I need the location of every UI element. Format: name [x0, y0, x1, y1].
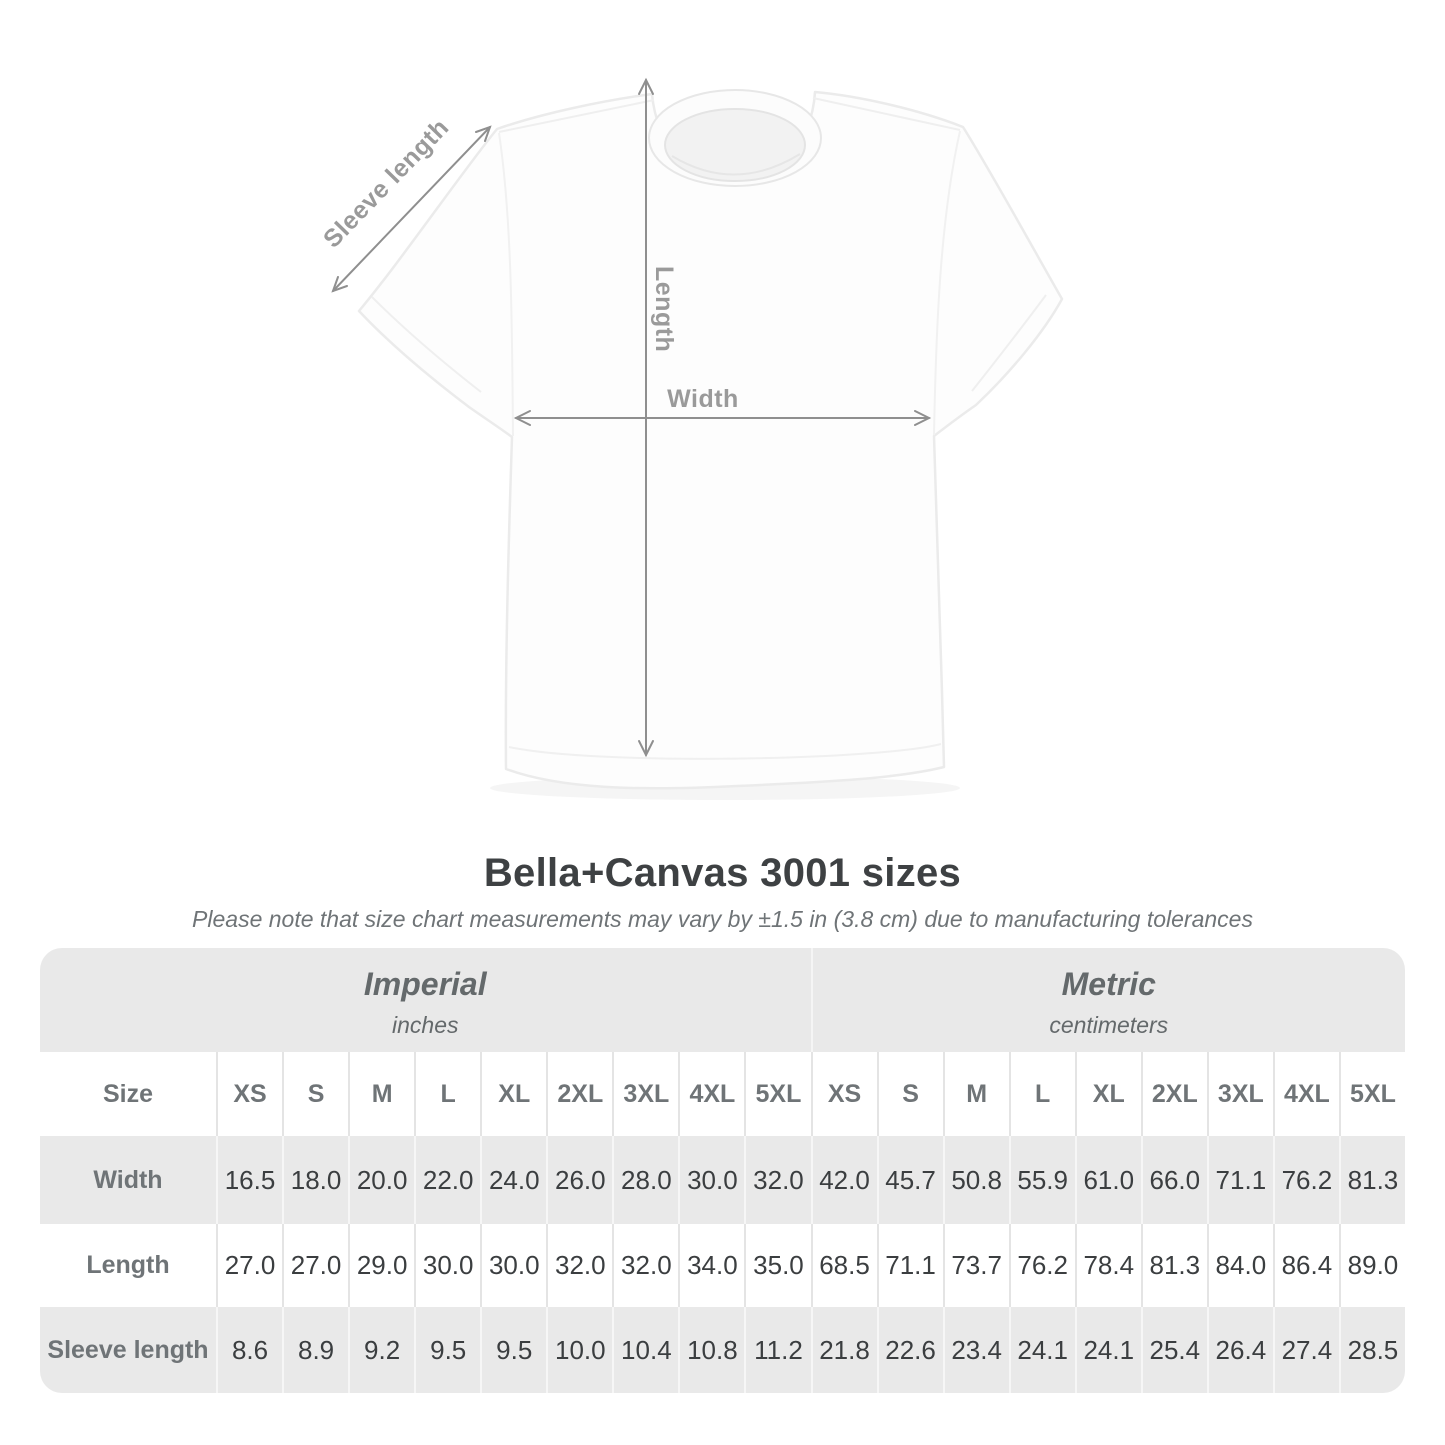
tolerance-note: Please note that size chart measurements may vary by ±1.5 in (3.8 cm) due to manufacturing tolerances — [192, 906, 1253, 932]
table-cell: 27.4 — [1273, 1307, 1339, 1393]
table-cell: 86.4 — [1273, 1224, 1339, 1307]
table-cell: 10.4 — [612, 1307, 678, 1393]
table-cell: 28.5 — [1339, 1307, 1405, 1393]
table-cell: 30.0 — [480, 1224, 546, 1307]
size-col-header: XS — [811, 1052, 877, 1136]
sleeve-length-label: Sleeve length — [317, 113, 455, 254]
size-column-header: Size — [102, 1079, 154, 1108]
row-label: Sleeve length — [40, 1307, 216, 1393]
table-cell: 61.0 — [1075, 1136, 1141, 1224]
size-col-header: 2XL — [546, 1052, 612, 1136]
row-label: Width — [40, 1136, 216, 1224]
table-cell: 55.9 — [1009, 1136, 1075, 1224]
table-cell: 45.7 — [877, 1136, 943, 1224]
size-col-header: 4XL — [1273, 1052, 1339, 1136]
imperial-section-unit: inches — [392, 1011, 459, 1038]
table-cell: 50.8 — [943, 1136, 1009, 1224]
table-cell: 23.4 — [943, 1307, 1009, 1393]
table-cell: 26.0 — [546, 1136, 612, 1224]
table-cell: 22.0 — [414, 1136, 480, 1224]
table-cell: 10.0 — [546, 1307, 612, 1393]
table-cell: 10.8 — [678, 1307, 744, 1393]
size-col-header: L — [1009, 1052, 1075, 1136]
table-cell: 16.5 — [216, 1136, 282, 1224]
imperial-section-title: Imperial — [363, 965, 487, 1002]
table-cell: 32.0 — [546, 1224, 612, 1307]
table-cell: 20.0 — [348, 1136, 414, 1224]
table-cell: 28.0 — [612, 1136, 678, 1224]
table-cell: 71.1 — [1207, 1136, 1273, 1224]
table-cell: 30.0 — [414, 1224, 480, 1307]
page-title: Bella+Canvas 3001 sizes — [483, 851, 962, 895]
table-cell: 81.3 — [1339, 1136, 1405, 1224]
table-cell: 24.0 — [480, 1136, 546, 1224]
metric-section-title: Metric — [1061, 965, 1156, 1002]
table-cell: 27.0 — [216, 1224, 282, 1307]
table-cell: 76.2 — [1009, 1224, 1075, 1307]
size-col-header: 2XL — [1141, 1052, 1207, 1136]
table-cell: 78.4 — [1075, 1224, 1141, 1307]
table-cell: 18.0 — [282, 1136, 348, 1224]
size-col-header: L — [414, 1052, 480, 1136]
table-cell: 35.0 — [744, 1224, 810, 1307]
size-table — [40, 948, 1405, 1393]
table-cell: 9.5 — [414, 1307, 480, 1393]
table-cell: 32.0 — [744, 1136, 810, 1224]
size-col-header: M — [348, 1052, 414, 1136]
size-table-grid — [40, 948, 1405, 1393]
table-cell: 25.4 — [1141, 1307, 1207, 1393]
table-cell: 89.0 — [1339, 1224, 1405, 1307]
table-cell: 24.1 — [1075, 1307, 1141, 1393]
table-cell: 66.0 — [1141, 1136, 1207, 1224]
table-cell: 81.3 — [1141, 1224, 1207, 1307]
size-col-header: M — [943, 1052, 1009, 1136]
size-col-header: S — [877, 1052, 943, 1136]
table-cell: 73.7 — [943, 1224, 1009, 1307]
size-col-header: XL — [1075, 1052, 1141, 1136]
table-cell: 68.5 — [811, 1224, 877, 1307]
size-col-header: 4XL — [678, 1052, 744, 1136]
table-cell: 9.5 — [480, 1307, 546, 1393]
imperial-section-header — [40, 948, 811, 1052]
table-cell: 21.8 — [811, 1307, 877, 1393]
table-cell: 9.2 — [348, 1307, 414, 1393]
table-cell: 71.1 — [877, 1224, 943, 1307]
table-cell: 34.0 — [678, 1224, 744, 1307]
table-cell: 26.4 — [1207, 1307, 1273, 1393]
size-col-header: XS — [216, 1052, 282, 1136]
size-col-header: 3XL — [612, 1052, 678, 1136]
table-cell: 30.0 — [678, 1136, 744, 1224]
size-col-header: 3XL — [1207, 1052, 1273, 1136]
table-cell: 24.1 — [1009, 1307, 1075, 1393]
table-cell: 27.0 — [282, 1224, 348, 1307]
table-cell: 29.0 — [348, 1224, 414, 1307]
table-cell: 8.6 — [216, 1307, 282, 1393]
row-label: Length — [86, 1251, 170, 1279]
size-col-header: XL — [480, 1052, 546, 1136]
length-label: Length — [650, 266, 678, 353]
table-cell: 22.6 — [877, 1307, 943, 1393]
table-cell: 32.0 — [612, 1224, 678, 1307]
table-cell: 76.2 — [1273, 1136, 1339, 1224]
tshirt-illustration — [359, 90, 1062, 788]
metric-section-header — [811, 948, 1406, 1052]
table-cell: 11.2 — [744, 1307, 810, 1393]
table-cell: 42.0 — [811, 1136, 877, 1224]
size-col-header: 5XL — [1339, 1052, 1405, 1136]
table-cell: 84.0 — [1207, 1224, 1273, 1307]
size-col-header: 5XL — [744, 1052, 810, 1136]
size-col-header: S — [282, 1052, 348, 1136]
width-label: Width — [667, 385, 739, 413]
table-cell: 8.9 — [282, 1307, 348, 1393]
metric-section-unit: centimeters — [1049, 1011, 1169, 1038]
